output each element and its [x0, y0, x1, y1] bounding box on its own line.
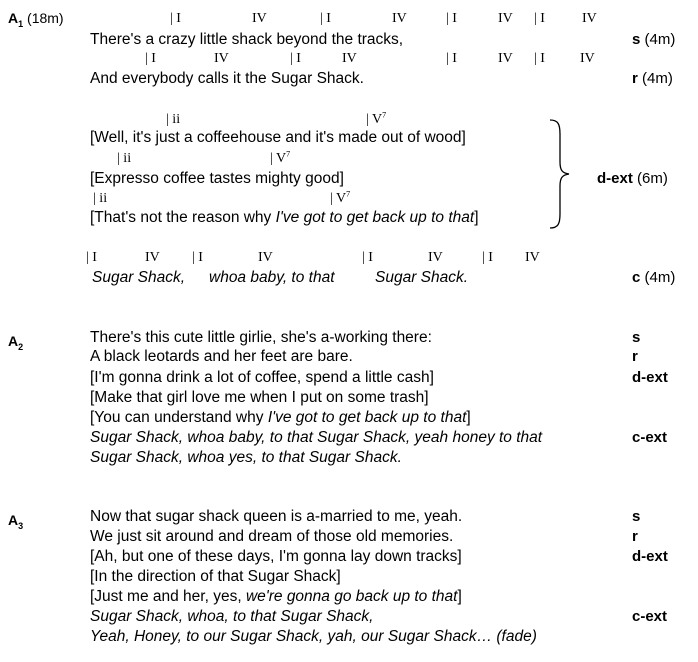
chord [330, 189, 351, 206]
phrase-time: (4m) [644, 269, 676, 286]
lyric-text: ] [474, 209, 479, 226]
section-subscript: 2 [18, 341, 24, 352]
chord: | I [290, 51, 301, 66]
lyric-italic: we're gonna go back up to that [245, 588, 458, 605]
lyric-line: A black leotards and her feet are bare. [90, 348, 353, 365]
phrase-label-c-ext: c-ext [632, 429, 668, 446]
chord: | I [170, 11, 181, 26]
lyric-line: [In the direction of that Sugar Shack] [90, 568, 341, 585]
chord: IV [525, 250, 540, 265]
chord: IV [498, 11, 513, 26]
chord: | ii [117, 151, 132, 166]
chord: | I [192, 250, 203, 265]
lyric-line [90, 209, 479, 227]
phrase-letter: d-ext [597, 170, 633, 187]
chord: | I [446, 51, 457, 66]
chord: | I [320, 11, 331, 26]
lyric-line: [Ah, but one of these days, I'm gonna lay down tracks] [90, 548, 462, 565]
phrase-time: (6m) [637, 170, 668, 187]
phrase-label-r: r [632, 348, 638, 365]
lyric-line [90, 409, 471, 427]
lyric-line: Yeah, Honey, to our Sugar Shack, yah, our Sugar Shack… (fade) [90, 628, 537, 645]
lyric-text: [That's not the reason why [90, 209, 276, 226]
chord-root: | V [270, 151, 287, 166]
phrase-label-s: s [632, 508, 641, 525]
chord: IV [145, 250, 160, 265]
phrase-label-s: s [632, 329, 641, 346]
section-letter: A [8, 333, 19, 349]
lyric-text: [You can understand why [90, 409, 268, 426]
chord: IV [258, 250, 273, 265]
chord: | ii [93, 191, 108, 206]
phrase-label-c [632, 269, 675, 286]
phrase-label-c-ext: c-ext [632, 608, 668, 625]
chord: | I [446, 11, 457, 26]
section-letter: A [8, 10, 19, 26]
lyric-line: [Expresso coffee tastes mighty good] [90, 170, 344, 187]
lyric-line [90, 588, 462, 606]
lyric-line: And everybody calls it the Sugar Shack. [90, 70, 364, 87]
chord-seventh: 7 [286, 149, 291, 159]
curly-brace [548, 118, 572, 230]
lyric-line: [Well, it's just a coffeehouse and it's made out of wood] [90, 129, 466, 146]
phrase-letter: c [632, 269, 641, 286]
phrase-label-s [632, 31, 675, 48]
chord: IV [252, 11, 267, 26]
phrase-label-d-ext: d-ext [632, 548, 668, 565]
chord [270, 149, 291, 166]
phrase-label-d-ext [597, 170, 668, 187]
phrase-time: (4m) [644, 31, 676, 48]
lyric-text: ] [466, 409, 471, 426]
lyric-line: [I'm gonna drink a lot of coffee, spend a little cash] [90, 369, 434, 386]
chord: IV [214, 51, 229, 66]
lyric-line: There's this cute little girlie, she's a-working there: [90, 329, 432, 346]
lyric-line: There's a crazy little shack beyond the tracks, [90, 31, 404, 48]
chord: | I [534, 11, 545, 26]
lyric-line: We just sit around and dream of those old memories. [90, 528, 454, 545]
lyric-line: Sugar Shack, whoa, to that Sugar Shack, [90, 608, 374, 625]
phrase-label-d-ext: d-ext [632, 369, 668, 386]
chord: | I [145, 51, 156, 66]
chord: IV [392, 11, 407, 26]
lyric-italic: I've got to get back up to that [267, 409, 467, 426]
section-letter: A [8, 512, 19, 528]
chord: | I [482, 250, 493, 265]
phrase-letter: s [632, 31, 641, 48]
chord: IV [580, 51, 595, 66]
chord: IV [428, 250, 443, 265]
chord-root: | V [366, 112, 383, 127]
lyric-line: Sugar Shack, whoa baby, to that Sugar Shack, yeah honey to that [90, 429, 543, 446]
lyric-line: Now that sugar shack queen is a-married to me, yeah. [90, 508, 463, 525]
lyric-line: Sugar Shack, [92, 269, 186, 286]
phrase-letter: r [632, 70, 638, 87]
phrase-label-r: r [632, 528, 638, 545]
chord [366, 110, 387, 127]
section-time: (18m) [27, 10, 64, 26]
lyric-line: [Make that girl love me when I put on some trash] [90, 389, 429, 406]
lyric-line: Sugar Shack, whoa yes, to that Sugar Shack. [90, 449, 402, 466]
section-label-a1 [8, 10, 64, 29]
lyric-text: [Just me and her, yes, [90, 588, 246, 605]
section-subscript: 3 [18, 520, 24, 531]
lyric-italic: I've got to get back up to that [275, 209, 475, 226]
phrase-label-r [632, 70, 673, 87]
chord-seventh: 7 [346, 189, 351, 199]
lyric-text: ] [457, 588, 462, 605]
chord: | ii [166, 112, 181, 127]
chord: IV [498, 51, 513, 66]
chord: IV [582, 11, 597, 26]
section-label-a2 [8, 333, 23, 352]
lyric-line: Sugar Shack. [375, 269, 469, 286]
chord: | I [534, 51, 545, 66]
chord-seventh: 7 [382, 110, 387, 120]
section-subscript: 1 [18, 18, 24, 29]
chord: IV [342, 51, 357, 66]
lyric-line: whoa baby, to that [209, 269, 335, 286]
chord: | I [362, 250, 373, 265]
chord-root: | V [330, 191, 347, 206]
chord: | I [86, 250, 97, 265]
section-label-a3 [8, 512, 23, 531]
phrase-time: (4m) [642, 70, 673, 87]
